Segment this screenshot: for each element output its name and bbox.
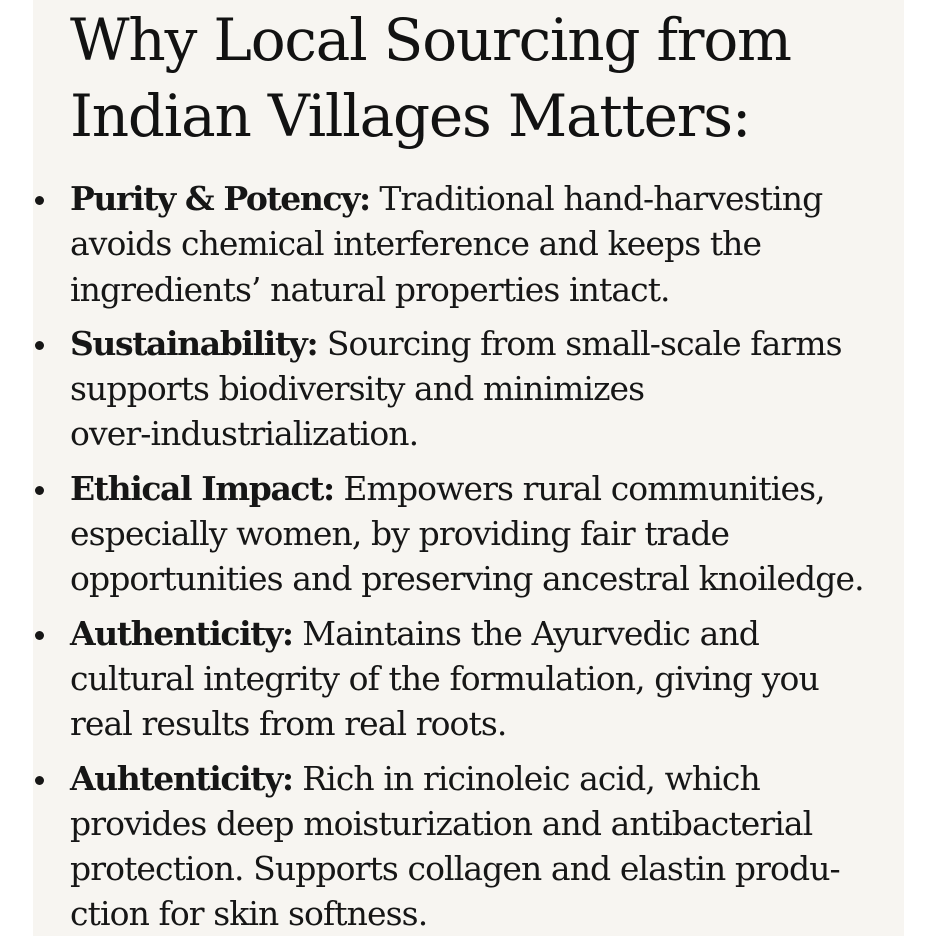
benefits-list [70, 176, 864, 936]
item-line: opportunities and preserving ancestral knoiledge. [70, 559, 864, 599]
title-line-1: Why Local Sourcing from [70, 6, 791, 74]
item-line [70, 321, 864, 366]
item-line: avoids chemical interference and keeps the [70, 224, 762, 264]
page-title [70, 2, 791, 154]
item-term: Purity & Potency: [70, 179, 370, 218]
bullet-icon [35, 341, 44, 350]
item-line [70, 176, 864, 221]
item-line: real results from real roots. [70, 704, 507, 744]
bullet-icon [35, 196, 44, 205]
item-term: Auhtenticity: [70, 758, 293, 798]
item-text: Rich in ricinoleic acid, which [302, 758, 760, 798]
item-line: ction for skin softness. [70, 894, 428, 934]
item-line [70, 756, 864, 801]
item-text: Traditional hand-harvesting [379, 179, 823, 218]
list-item-authenticity [70, 611, 864, 747]
item-text: Empowers rural communities, [343, 468, 825, 508]
item-text: Sourcing from small-scale farms [326, 323, 842, 363]
list-item-purity [70, 176, 864, 312]
item-term: Ethical Impact: [70, 468, 334, 508]
bullet-icon [35, 631, 44, 640]
bullet-icon [35, 486, 44, 495]
item-line [70, 611, 864, 656]
item-line: especially women, by providing fair trade [70, 514, 730, 554]
item-line: over-industrialization. [70, 414, 419, 454]
item-line: ingredients’ natural properties intact. [70, 269, 670, 309]
item-line: cultural integrity of the formulation, giving you [70, 658, 819, 698]
item-line: provides deep moisturization and antibacterial [70, 803, 813, 843]
list-item-auhtenticity [70, 756, 864, 936]
title-line-2: Indian Villages Matters: [70, 82, 751, 150]
item-term: Sustainability: [70, 323, 318, 363]
bullet-icon [35, 776, 44, 785]
list-item-ethical-impact [70, 466, 864, 602]
item-line: protection. Supports collagen and elastin produ- [70, 849, 840, 889]
document-panel [33, 0, 904, 936]
list-item-sustainability [70, 321, 864, 457]
item-line [70, 466, 864, 511]
item-text: Maintains the Ayurvedic and [302, 613, 759, 653]
item-term: Authenticity: [70, 613, 293, 653]
item-line: supports biodiversity and minimizes [70, 369, 645, 409]
